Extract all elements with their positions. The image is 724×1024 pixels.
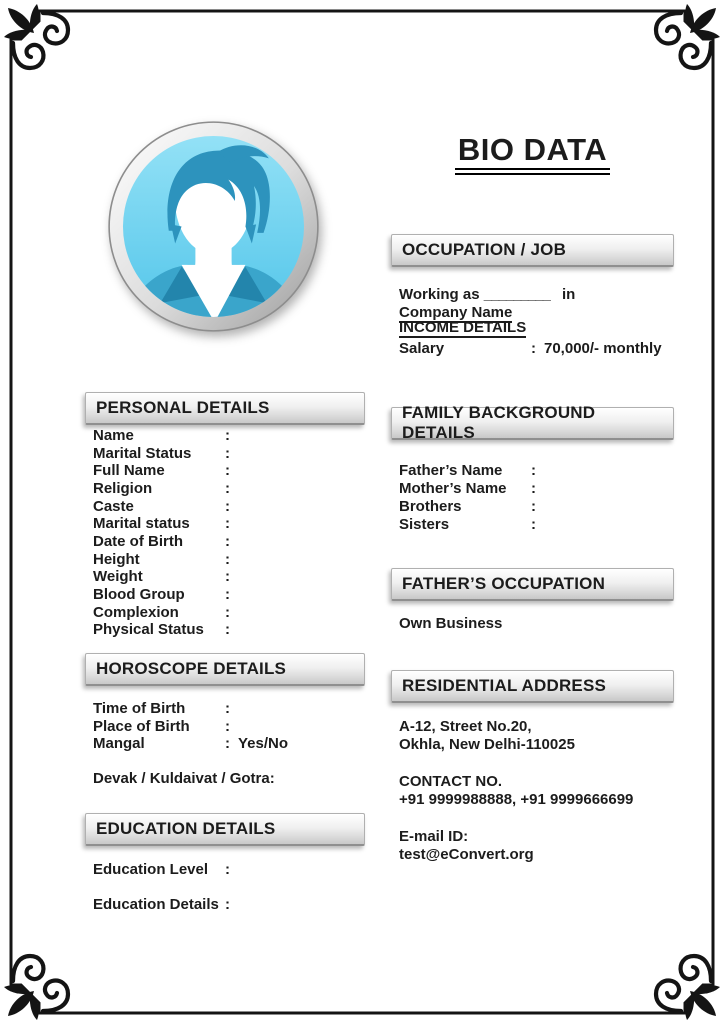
colon: : bbox=[225, 426, 230, 444]
field-row: Mother’s Name : bbox=[399, 480, 536, 497]
email-heading: E-mail ID: bbox=[399, 828, 469, 845]
section-header-fathers-occupation bbox=[391, 568, 674, 601]
field-row: Name : bbox=[93, 426, 230, 444]
page-title-text: BIO DATA bbox=[455, 132, 610, 175]
field-row: Brothers : bbox=[399, 498, 536, 515]
family-rows bbox=[399, 462, 674, 534]
income-details-heading: INCOME DETAILS bbox=[399, 319, 527, 336]
corner-flourish-top-right bbox=[656, 4, 720, 68]
section-header-label: PERSONAL DETAILS bbox=[96, 398, 270, 417]
field-row: Place of Birth : bbox=[93, 717, 230, 735]
education-row-1 bbox=[93, 861, 365, 879]
field-row: Weight : bbox=[93, 568, 230, 586]
section-header-residential-address bbox=[391, 670, 674, 703]
section-header-occupation bbox=[391, 234, 674, 267]
field-row: Sisters : bbox=[399, 516, 536, 533]
colon: : bbox=[225, 699, 230, 717]
colon: : bbox=[225, 515, 230, 533]
address-lines bbox=[399, 718, 674, 754]
field-row: Physical Status : bbox=[93, 621, 230, 639]
colon: : bbox=[531, 339, 536, 357]
contact-numbers: +91 9999988888, +91 9999666699 bbox=[399, 791, 634, 808]
colon: : bbox=[531, 498, 536, 515]
field-row: Date of Birth : bbox=[93, 532, 230, 550]
field-row: Education Level : bbox=[93, 860, 230, 878]
personal-details-rows bbox=[93, 427, 365, 639]
colon: : bbox=[225, 444, 230, 462]
colon: : bbox=[225, 586, 230, 604]
gotra-line: Devak / Kuldaivat / Gotra: bbox=[93, 770, 275, 787]
contact-block bbox=[399, 773, 674, 809]
colon: : bbox=[225, 735, 230, 753]
working-as-blank: _________ bbox=[483, 286, 550, 303]
colon: : bbox=[225, 497, 230, 515]
field-row: Education Details : bbox=[93, 895, 230, 913]
field-row: Marital Status : bbox=[93, 444, 230, 462]
fathers-occupation-value: Own Business bbox=[399, 615, 503, 632]
field-row: Father’s Name : bbox=[399, 462, 536, 479]
colon: : bbox=[531, 462, 536, 479]
section-header-family-background bbox=[391, 403, 674, 442]
education-row-2 bbox=[93, 896, 365, 914]
colon: : bbox=[225, 860, 230, 878]
section-header-label: EDUCATION DETAILS bbox=[96, 819, 276, 838]
address-line-1: A-12, Street No.20, bbox=[399, 718, 532, 735]
colon: : bbox=[225, 895, 230, 913]
working-as-line bbox=[399, 286, 674, 323]
field-row: Marital status : bbox=[93, 515, 230, 533]
working-as-label: Working as bbox=[399, 286, 480, 303]
section-header-label: HOROSCOPE DETAILS bbox=[96, 659, 287, 678]
corner-flourish-bottom-right bbox=[656, 956, 720, 1020]
colon: : bbox=[225, 603, 230, 621]
profile-photo-avatar-icon bbox=[107, 120, 320, 333]
field-row: Complexion : bbox=[93, 603, 230, 621]
field-row: Time of Birth : bbox=[93, 699, 230, 717]
section-header-label: RESIDENTIAL ADDRESS bbox=[402, 676, 607, 695]
colon: : bbox=[225, 550, 230, 568]
field-row: Caste : bbox=[93, 497, 230, 515]
section-header-horoscope bbox=[85, 653, 365, 686]
field-row: Mangal : Yes/No bbox=[93, 735, 289, 753]
address-line-2: Okhla, New Delhi-110025 bbox=[399, 736, 575, 753]
colon: : bbox=[225, 462, 230, 480]
salary-label: Salary bbox=[399, 339, 445, 357]
field-row: Blood Group : bbox=[93, 586, 230, 604]
colon: : bbox=[225, 479, 230, 497]
colon: : bbox=[225, 717, 230, 735]
section-header-label: FATHER’S OCCUPATION bbox=[402, 574, 606, 593]
company-name: Company Name bbox=[399, 304, 513, 321]
colon: : bbox=[531, 516, 536, 533]
colon: : bbox=[531, 480, 536, 497]
email-block bbox=[399, 828, 674, 864]
page-title bbox=[391, 132, 674, 168]
email-value: test@eConvert.org bbox=[399, 846, 534, 863]
contact-heading: CONTACT NO. bbox=[399, 773, 503, 790]
field-row: Religion : bbox=[93, 479, 230, 497]
in-label: in bbox=[562, 286, 576, 303]
section-header-education bbox=[85, 813, 365, 846]
salary-value: 70,000/- monthly bbox=[544, 339, 662, 357]
section-header-label: OCCUPATION / JOB bbox=[402, 240, 567, 259]
colon: : bbox=[225, 621, 230, 639]
colon: : bbox=[225, 568, 230, 586]
field-row: Full Name : bbox=[93, 462, 230, 480]
salary-row bbox=[399, 340, 674, 358]
corner-flourish-bottom-left bbox=[4, 956, 68, 1020]
field-row: Height : bbox=[93, 550, 230, 568]
horoscope-rows bbox=[93, 700, 365, 753]
colon: : bbox=[225, 532, 230, 550]
section-header-label: FAMILY BACKGROUND DETAILS bbox=[402, 403, 596, 442]
section-header-personal-details bbox=[85, 392, 365, 425]
corner-flourish-top-left bbox=[4, 4, 68, 68]
